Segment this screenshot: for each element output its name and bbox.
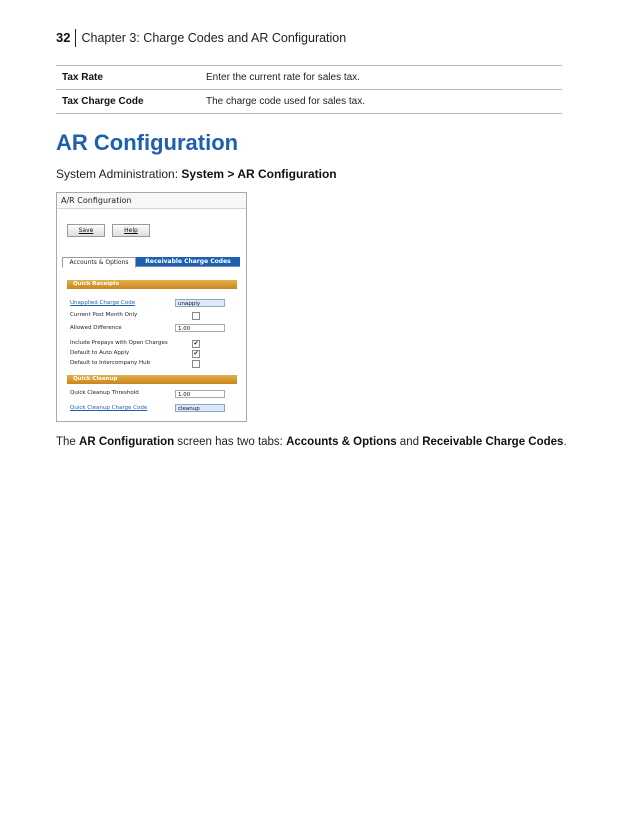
body-text-segment: screen has two tabs: <box>174 436 287 448</box>
definition-table <box>56 65 562 114</box>
tab-accounts-options[interactable]: Accounts & Options <box>62 257 136 268</box>
definition-term: Tax Charge Code <box>56 90 200 114</box>
quick-cleanup-charge-code-input[interactable]: cleanup <box>175 404 225 412</box>
auto-apply-checkbox[interactable]: ✔ <box>193 350 199 357</box>
intercompany-hub-checkbox[interactable] <box>192 360 200 368</box>
body-bold-receivable-charge-codes: Receivable Charge Codes <box>422 436 564 448</box>
allowed-difference-label: Allowed Difference <box>70 325 122 331</box>
body-bold-ar-configuration: AR Configuration <box>79 436 175 448</box>
chapter-title: Chapter 3: Charge Codes and AR Configuration <box>81 31 347 45</box>
current-post-month-label: Current Post Month Only <box>70 312 138 318</box>
body-text-segment: The <box>56 436 80 448</box>
include-prepays-label: Include Prepays with Open Charges <box>70 340 168 346</box>
ar-configuration-screenshot <box>56 192 247 422</box>
section-heading: AR Configuration <box>56 130 239 155</box>
tab-receivable-charge-codes[interactable]: Receivable Charge Codes <box>136 257 240 266</box>
window-title: A/R Configuration <box>57 193 246 209</box>
include-prepays-checkbox[interactable]: ✔ <box>193 340 199 347</box>
unapplied-charge-code-input[interactable]: unapply <box>175 299 225 307</box>
navigation-path-prefix: System Administration: <box>56 167 182 181</box>
page-number: 32 <box>56 29 76 47</box>
body-text-segment: and <box>396 436 423 448</box>
body-paragraph <box>56 436 567 448</box>
table-row <box>56 90 562 114</box>
page-header <box>56 28 346 48</box>
body-bold-accounts-options: Accounts & Options <box>286 436 397 448</box>
tab-bar <box>62 257 240 267</box>
intercompany-hub-label: Default to Intercompany Hub <box>70 360 151 366</box>
auto-apply-label: Default to Auto Apply <box>70 350 130 356</box>
quick-cleanup-threshold-label: Quick Cleanup Threshold <box>70 390 139 396</box>
unapplied-charge-code-link[interactable]: Unapplied Charge Code <box>70 300 136 306</box>
help-button[interactable]: Help <box>112 224 150 237</box>
navigation-path <box>56 167 337 181</box>
body-text-segment: . <box>563 436 567 448</box>
current-post-month-checkbox[interactable] <box>192 312 200 320</box>
definition-description: The charge code used for sales tax. <box>200 90 562 114</box>
definition-description: Enter the current rate for sales tax. <box>200 66 562 90</box>
quick-cleanup-header: Quick Cleanup <box>67 375 237 384</box>
definition-term: Tax Rate <box>56 66 200 90</box>
table-row <box>56 66 562 90</box>
quick-receipts-header: Quick Receipts <box>67 280 237 289</box>
save-button[interactable]: Save <box>67 224 105 237</box>
quick-cleanup-charge-code-link[interactable]: Quick Cleanup Charge Code <box>70 405 148 411</box>
allowed-difference-input[interactable]: 1.00 <box>175 324 225 332</box>
quick-cleanup-threshold-input[interactable]: 1.00 <box>175 390 225 398</box>
navigation-path-target: System > AR Configuration <box>181 167 337 181</box>
